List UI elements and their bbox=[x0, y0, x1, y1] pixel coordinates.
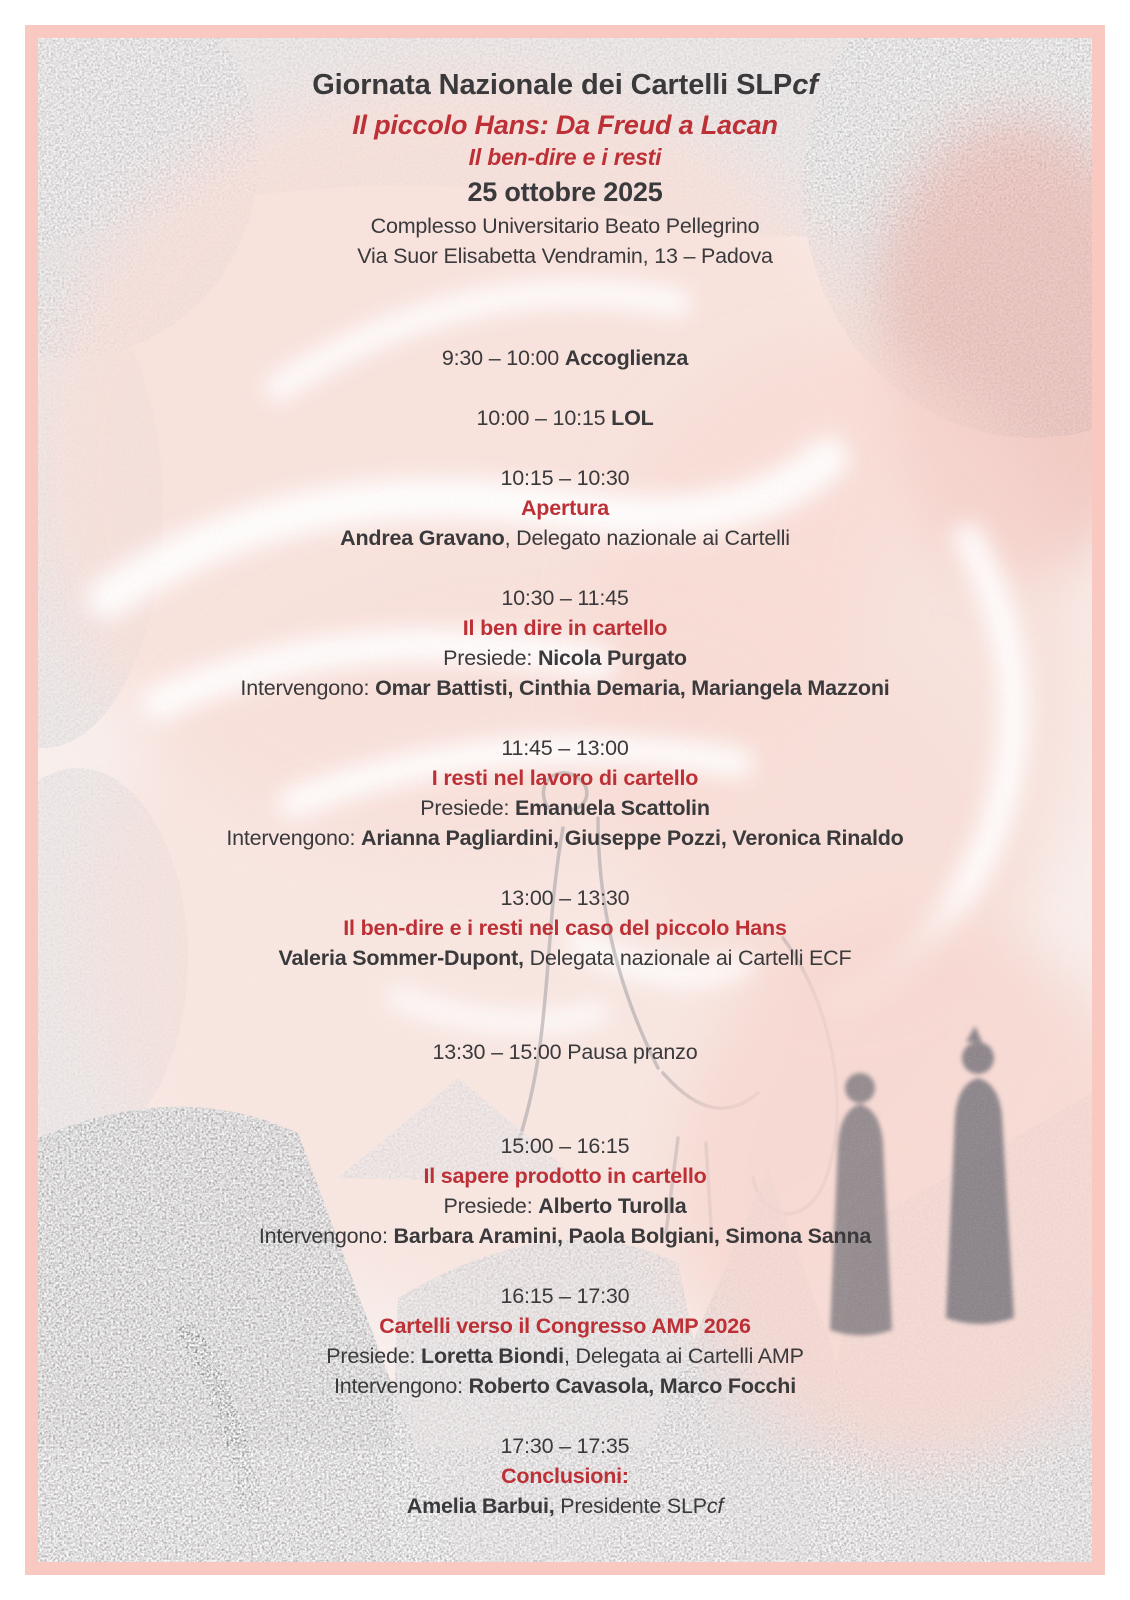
text-segment: Il sapere prodotto in cartello bbox=[423, 1164, 707, 1188]
text-segment: Delegata nazionale ai Cartelli ECF bbox=[523, 946, 852, 970]
event-poster bbox=[38, 38, 1092, 1562]
text-segment: Presiede: bbox=[420, 796, 516, 820]
session-chair-line bbox=[38, 1191, 1092, 1221]
session-time bbox=[38, 583, 1092, 613]
session-i-resti-nel-lavoro bbox=[38, 733, 1092, 853]
text-segment: Complesso Universitario Beato Pellegrino bbox=[370, 214, 760, 238]
text-segment: 25 ottobre 2025 bbox=[467, 177, 663, 207]
session-time bbox=[38, 343, 1092, 373]
text-segment: Omar Battisti, Cinthia Demaria, Mariangela Mazzoni bbox=[375, 676, 890, 700]
text-segment: Nicola Purgato bbox=[537, 646, 687, 670]
text-segment: 15:00 – 16:15 bbox=[500, 1134, 630, 1158]
session-time bbox=[38, 1131, 1092, 1161]
text-segment: 13:30 – 15:00 Pausa pranzo bbox=[432, 1040, 698, 1064]
text-segment: 13:00 – 13:30 bbox=[500, 886, 630, 910]
session-caso-piccolo-hans bbox=[38, 883, 1092, 973]
session-time bbox=[38, 1281, 1092, 1311]
event-title bbox=[38, 62, 1092, 108]
session-title bbox=[38, 493, 1092, 523]
session-title bbox=[38, 1461, 1092, 1491]
session-title bbox=[38, 613, 1092, 643]
session-time bbox=[38, 883, 1092, 913]
text-segment: 10:00 – 10:15 bbox=[476, 406, 612, 430]
text-segment: Valeria Sommer-Dupont, bbox=[278, 946, 524, 970]
session-speakers-line bbox=[38, 823, 1092, 853]
session-pausa-pranzo bbox=[38, 1037, 1092, 1067]
text-segment: Presiede: bbox=[326, 1344, 422, 1368]
session-speaker-line bbox=[38, 1491, 1092, 1521]
text-segment: 17:30 – 17:35 bbox=[500, 1434, 630, 1458]
session-time bbox=[38, 1431, 1092, 1461]
text-segment: Alberto Turolla bbox=[538, 1194, 687, 1218]
text-segment: Presidente SLP bbox=[554, 1494, 707, 1518]
session-speakers-line bbox=[38, 673, 1092, 703]
poster-pink-frame bbox=[25, 25, 1105, 1575]
poster-content bbox=[38, 38, 1092, 1521]
session-congresso-amp bbox=[38, 1281, 1092, 1401]
session-apertura bbox=[38, 463, 1092, 553]
session-speaker-line bbox=[38, 943, 1092, 973]
text-segment: cf bbox=[792, 69, 818, 101]
text-segment: Accoglienza bbox=[564, 346, 689, 370]
session-title bbox=[38, 1161, 1092, 1191]
text-segment: I resti nel lavoro di cartello bbox=[431, 766, 699, 790]
text-segment: Loretta Biondi bbox=[421, 1344, 564, 1368]
text-segment: Amelia Barbui, bbox=[406, 1494, 555, 1518]
session-time bbox=[38, 1037, 1092, 1067]
session-il-ben-dire-in-cartello bbox=[38, 583, 1092, 703]
text-segment: 11:45 – 13:00 bbox=[501, 736, 629, 760]
session-title bbox=[38, 763, 1092, 793]
text-segment: Intervengono: bbox=[240, 676, 376, 700]
session-chair-line bbox=[38, 793, 1092, 823]
text-segment: Via Suor Elisabetta Vendramin, 13 – Padova bbox=[357, 244, 773, 268]
session-sapere-prodotto bbox=[38, 1131, 1092, 1251]
venue-address bbox=[38, 241, 1092, 271]
session-speaker-line bbox=[38, 523, 1092, 553]
session-time bbox=[38, 403, 1092, 433]
text-segment: Il piccolo Hans: Da Freud a Lacan bbox=[352, 110, 778, 140]
text-segment: Arianna Pagliardini, Giuseppe Pozzi, Veronica Rinaldo bbox=[361, 826, 904, 850]
text-segment: 10:30 – 11:45 bbox=[501, 586, 629, 610]
text-segment: , Delegata ai Cartelli AMP bbox=[563, 1344, 804, 1368]
text-segment: Intervengono: bbox=[226, 826, 362, 850]
text-segment: Intervengono: bbox=[258, 1224, 394, 1248]
text-segment: Giornata Nazionale dei Cartelli SLP bbox=[312, 69, 793, 101]
session-speakers-line bbox=[38, 1221, 1092, 1251]
text-segment: Apertura bbox=[520, 496, 609, 520]
text-segment: 10:15 – 10:30 bbox=[500, 466, 630, 490]
text-segment: cf bbox=[706, 1494, 724, 1518]
text-segment: LOL bbox=[611, 406, 654, 430]
event-header bbox=[38, 62, 1092, 271]
session-chair-line bbox=[38, 1341, 1092, 1371]
text-segment: Roberto Cavasola, Marco Focchi bbox=[468, 1374, 796, 1398]
text-segment: 16:15 – 17:30 bbox=[500, 1284, 630, 1308]
venue-name bbox=[38, 211, 1092, 241]
text-segment: Presiede: bbox=[443, 1194, 539, 1218]
text-segment: Cartelli verso il Congresso AMP 2026 bbox=[379, 1314, 751, 1338]
session-accoglienza bbox=[38, 343, 1092, 373]
text-segment: Intervengono: bbox=[333, 1374, 469, 1398]
text-segment: Presiede: bbox=[443, 646, 538, 670]
event-subtitle-2 bbox=[38, 142, 1092, 173]
event-date bbox=[38, 173, 1092, 211]
session-title bbox=[38, 913, 1092, 943]
session-lol bbox=[38, 403, 1092, 433]
session-time bbox=[38, 463, 1092, 493]
text-segment: Conclusioni: bbox=[501, 1464, 629, 1488]
event-subtitle bbox=[38, 108, 1092, 142]
session-title bbox=[38, 1311, 1092, 1341]
text-segment: Il ben dire in cartello bbox=[462, 616, 668, 640]
text-segment: , Delegato nazionale ai Cartelli bbox=[504, 526, 790, 550]
text-segment: Andrea Gravano bbox=[340, 526, 505, 550]
session-speakers-line bbox=[38, 1371, 1092, 1401]
text-segment: Il ben-dire e i resti nel caso del piccolo Hans bbox=[343, 916, 787, 940]
schedule bbox=[38, 343, 1092, 1521]
session-time bbox=[38, 733, 1092, 763]
text-segment: Barbara Aramini, Paola Bolgiani, Simona Sanna bbox=[393, 1224, 872, 1248]
text-segment: Emanuela Scattolin bbox=[515, 796, 710, 820]
session-chair-line bbox=[38, 643, 1092, 673]
session-conclusioni bbox=[38, 1431, 1092, 1521]
text-segment: 9:30 – 10:00 bbox=[441, 346, 565, 370]
text-segment: Il ben-dire e i resti bbox=[468, 144, 662, 170]
